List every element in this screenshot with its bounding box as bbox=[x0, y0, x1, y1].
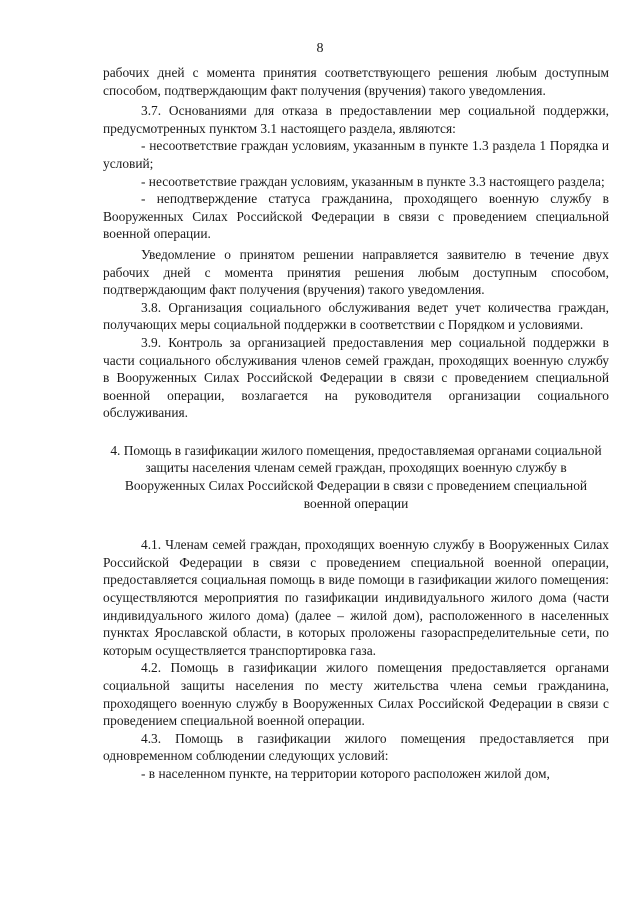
paragraph-4-3: 4.3. Помощь в газификации жилого помещения предоставляется при одновременном соблюдении следующих условий: bbox=[103, 730, 609, 764]
paragraph-3-7: 3.7. Основаниями для отказа в предоставлении мер социальной поддержки, предусмотренных пунктом 3.1 настоящего раздела, являются: bbox=[103, 103, 609, 136]
list-item-refusal-3: - неподтверждение статуса гражданина, проходящего военную службу в Вооруженных Силах Российской Федерации в связи с проведением специальной военной операции. bbox=[103, 191, 609, 242]
paragraph-3-8: 3.8. Организация социального обслуживания ведет учет количества граждан, получающих меры социальной поддержки в соответствии с Порядком и условиями. bbox=[103, 299, 609, 333]
paragraph-4-2: 4.2. Помощь в газификации жилого помещения предоставляется органами социальной защиты населения по месту жительства члена семьи гражданина, проходящего военную службу в Вооруженных Силах Российской Федерации в связи с проведением специальной военной операции. bbox=[103, 660, 609, 729]
list-item-condition-1: - в населенном пункте, на территории которого расположен жилой дом, bbox=[141, 765, 550, 781]
paragraph-3-9: 3.9. Контроль за организацией предоставления мер социальной поддержки в части социального обслуживания членов семей граждан, проходящих военную службу в Вооруженных Силах Российской Федерации в связи с проведением специальной военной операции, возлагается на руководителя организации социального обслуживания. bbox=[103, 334, 609, 421]
paragraph-4-1: 4.1. Членам семей граждан, проходящих военную службу в Вооруженных Силах Российской Федерации в связи с проведением специальной военной операции, предоставляется социальная помощь в виде помощи в газификации жилого помещения: осуществляются мероприятия по газификации индивидуального жилого дома (части индивидуального жилого дома) (далее – жилой дом), расположенного в населенных пунктах Ярославской области, в которых проложены газораспределительные сети, по которым осуществляется транспортировка газа. bbox=[103, 537, 609, 658]
page-number: 8 bbox=[316, 41, 324, 56]
list-item-refusal-1: - несоответствие граждан условиям, указанным в пункте 1.3 раздела 1 Порядка и условий; bbox=[103, 138, 609, 171]
paragraph-notification: Уведомление о принятом решении направляется заявителю в течение двух рабочих дней с момента принятия решения любым доступным способом, подтверждающим факт получения (вручения) такого уведомления. bbox=[103, 246, 609, 298]
document-body bbox=[103, 64, 609, 783]
list-item-refusal-2: - несоответствие граждан условиям, указанным в пункте 3.3 настоящего раздела; bbox=[141, 173, 605, 189]
section-heading-4: 4. Помощь в газификации жилого помещения, предоставляемая органами социальной защиты населения членам семей граждан, проходящих военную службу в Вооруженных Силах Российской Федерации в связи с проведением специальной военной операции bbox=[110, 442, 602, 511]
paragraph-continuation: рабочих дней с момента принятия соответствующего решения любым доступным способом, подтверждающим факт получения (вручения) такого уведомления. bbox=[103, 65, 609, 98]
